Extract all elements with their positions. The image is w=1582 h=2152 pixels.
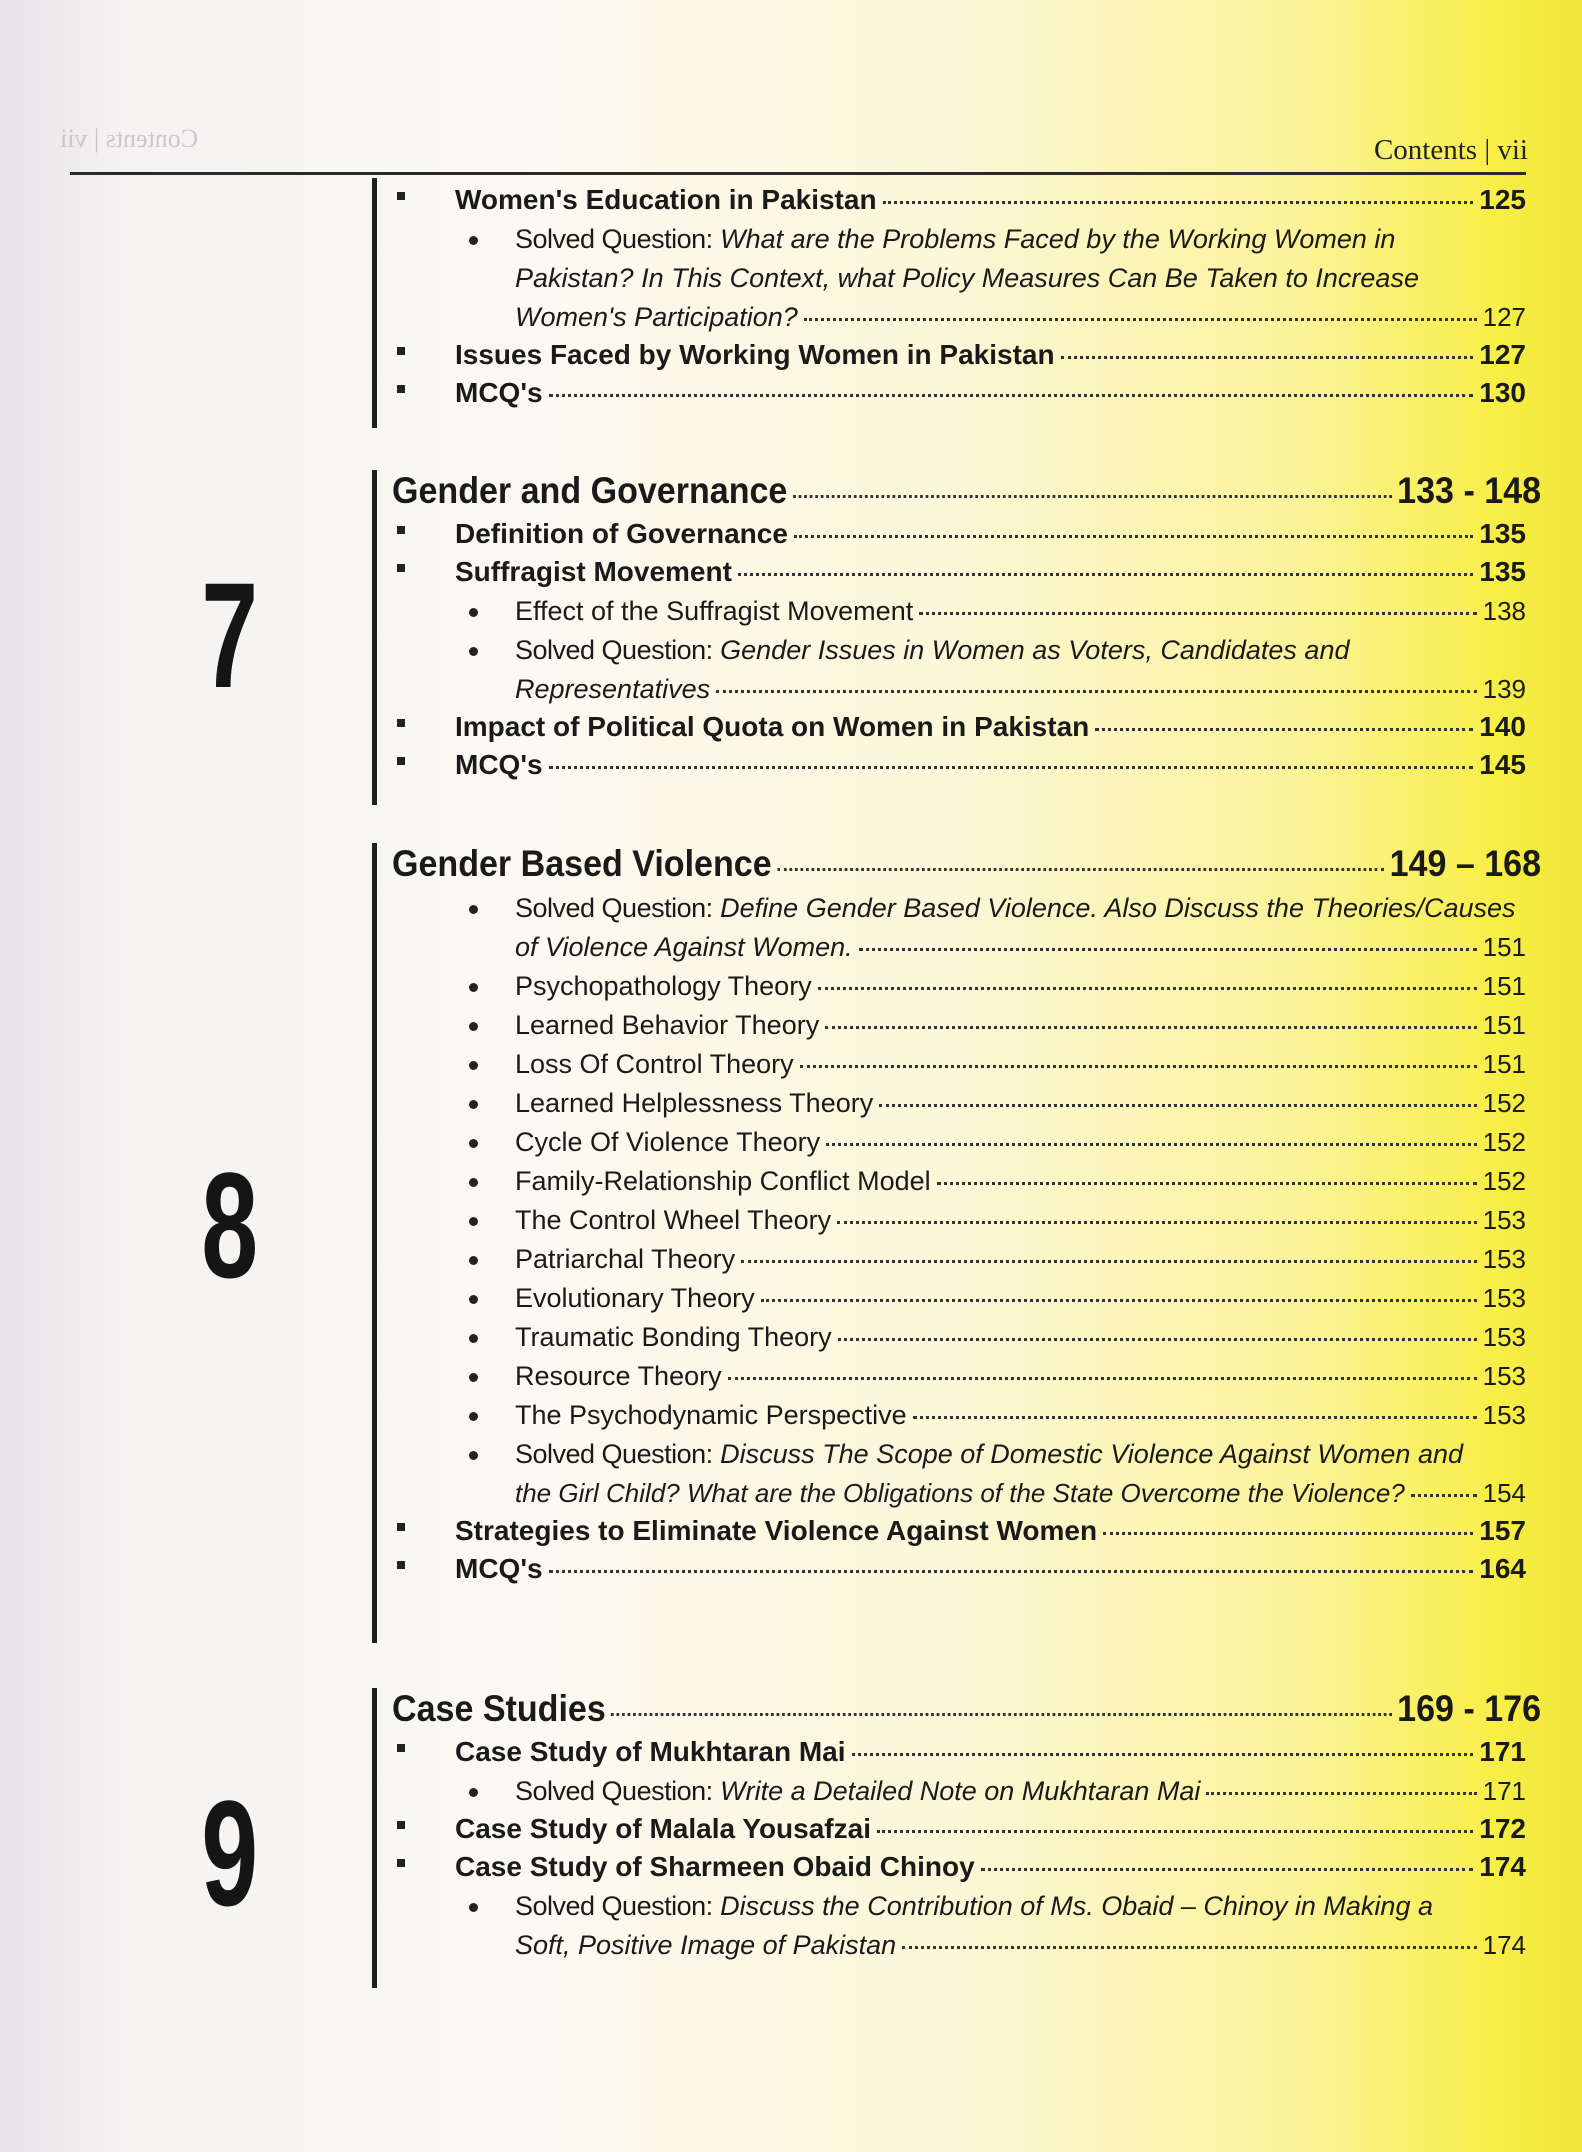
round-bullet-icon bbox=[469, 1412, 478, 1421]
dot-leader bbox=[1103, 1532, 1473, 1535]
question-line: Write a Detailed Note on Mukhtaran Mai bbox=[720, 1776, 1201, 1806]
page-number: 139 bbox=[1482, 674, 1526, 704]
entry-title: Case Study of Sharmeen Obaid Chinoy bbox=[455, 1851, 975, 1882]
chapter-number: 9 bbox=[201, 1769, 259, 1937]
page-number: 151 bbox=[1482, 932, 1526, 962]
dot-leader bbox=[826, 1143, 1476, 1146]
chapter-heading[interactable] bbox=[392, 1688, 1541, 1730]
square-bullet-icon bbox=[397, 1561, 405, 1569]
toc-entry[interactable] bbox=[377, 377, 1526, 409]
entry-title: Psychopathology Theory bbox=[515, 971, 812, 1001]
dot-leader bbox=[879, 1104, 1476, 1107]
dot-leader bbox=[549, 394, 1474, 397]
toc-subentry[interactable] bbox=[377, 971, 1526, 1002]
entry-title: Evolutionary Theory bbox=[515, 1283, 755, 1313]
toc-subentry[interactable] bbox=[377, 1283, 1526, 1314]
chapter-section bbox=[372, 470, 1542, 805]
square-bullet-icon bbox=[397, 526, 405, 534]
entry-title: MCQ's bbox=[455, 749, 543, 780]
chapter-page-range: 169 - 176 bbox=[1397, 1688, 1542, 1729]
page-number: 125 bbox=[1479, 184, 1526, 215]
entry-title: Issues Faced by Working Women in Pakistan bbox=[455, 339, 1055, 370]
chapter-title: Gender Based Violence bbox=[392, 843, 772, 884]
toc-subentry[interactable] bbox=[377, 635, 1526, 705]
chapter-heading[interactable] bbox=[392, 843, 1541, 885]
dot-leader bbox=[1095, 728, 1473, 731]
dot-leader bbox=[825, 1026, 1476, 1029]
entry-title: Definition of Governance bbox=[455, 518, 788, 549]
dot-leader bbox=[1206, 1792, 1476, 1795]
dot-leader bbox=[728, 1377, 1477, 1380]
dot-leader bbox=[549, 766, 1474, 769]
toc-subentry[interactable] bbox=[377, 1776, 1526, 1807]
dot-leader bbox=[852, 1753, 1474, 1756]
page-number: 135 bbox=[1479, 518, 1526, 549]
page-number: 152 bbox=[1482, 1166, 1526, 1196]
toc-entry[interactable] bbox=[377, 1515, 1526, 1547]
entry-title: The Control Wheel Theory bbox=[515, 1205, 832, 1235]
square-bullet-icon bbox=[397, 564, 405, 572]
dot-leader bbox=[793, 495, 1392, 498]
entry-title: Impact of Political Quota on Women in Pakistan bbox=[455, 711, 1090, 742]
header-rule bbox=[70, 172, 1526, 175]
dot-leader bbox=[800, 1065, 1477, 1068]
question-line: Discuss The Scope of Domestic Violence Against Women and bbox=[720, 1439, 1463, 1469]
toc-entry[interactable] bbox=[377, 184, 1526, 216]
round-bullet-icon bbox=[469, 1334, 478, 1343]
toc-subentry[interactable] bbox=[377, 1400, 1526, 1431]
toc-subentry[interactable] bbox=[377, 1891, 1526, 1961]
toc-subentry[interactable] bbox=[377, 1088, 1526, 1119]
page-number: 152 bbox=[1482, 1127, 1526, 1157]
toc-subentry[interactable] bbox=[377, 1127, 1526, 1158]
entry-title: Cycle Of Violence Theory bbox=[515, 1127, 821, 1157]
page-number: 154 bbox=[1482, 1478, 1526, 1508]
chapter-number: 7 bbox=[201, 551, 259, 719]
toc-subentry[interactable] bbox=[377, 1244, 1526, 1275]
question-line: Pakistan? In This Context, what Policy Measures Can Be Taken to Increase bbox=[515, 263, 1419, 293]
square-bullet-icon bbox=[397, 1859, 405, 1867]
page-number: 127 bbox=[1479, 339, 1526, 370]
toc-entry[interactable] bbox=[377, 749, 1526, 781]
question-line: of Violence Against Women. bbox=[515, 932, 853, 962]
toc-subentry[interactable] bbox=[377, 1205, 1526, 1236]
page-number: 153 bbox=[1482, 1322, 1526, 1352]
question-line: Soft, Positive Image of Pakistan bbox=[515, 1930, 897, 1960]
entry-title: Learned Helplessness Theory bbox=[515, 1088, 874, 1118]
round-bullet-icon bbox=[469, 1295, 478, 1304]
toc-subentry[interactable] bbox=[377, 1049, 1526, 1080]
square-bullet-icon bbox=[397, 385, 405, 393]
dot-leader bbox=[919, 612, 1476, 615]
chapter-heading[interactable] bbox=[392, 470, 1541, 512]
round-bullet-icon bbox=[469, 608, 478, 617]
page-number: 135 bbox=[1479, 556, 1526, 587]
toc-entry[interactable] bbox=[377, 1736, 1526, 1768]
dot-leader bbox=[716, 690, 1477, 693]
entry-title: Suffragist Movement bbox=[455, 556, 732, 587]
chapter-title: Case Studies bbox=[392, 1688, 606, 1729]
page-number: 174 bbox=[1482, 1930, 1526, 1960]
round-bullet-icon bbox=[469, 1788, 478, 1797]
square-bullet-icon bbox=[397, 347, 405, 355]
entry-title: MCQ's bbox=[455, 377, 543, 408]
round-bullet-icon bbox=[469, 1451, 478, 1460]
round-bullet-icon bbox=[469, 983, 478, 992]
page-number: 153 bbox=[1482, 1361, 1526, 1391]
chapter-title: Gender and Governance bbox=[392, 470, 788, 511]
dot-leader bbox=[883, 201, 1474, 204]
dot-leader bbox=[937, 1182, 1477, 1185]
toc-subentry[interactable] bbox=[377, 1010, 1526, 1041]
round-bullet-icon bbox=[469, 905, 478, 914]
dot-leader bbox=[741, 1260, 1477, 1263]
toc-subentry[interactable] bbox=[377, 596, 1526, 627]
toc-entry[interactable] bbox=[377, 1813, 1526, 1845]
solved-question-label: Solved Question: bbox=[515, 1891, 713, 1921]
page-number: 151 bbox=[1482, 971, 1526, 1001]
dot-leader bbox=[877, 1830, 1473, 1833]
dot-leader bbox=[818, 987, 1477, 990]
round-bullet-icon bbox=[469, 1061, 478, 1070]
dot-leader bbox=[611, 1713, 1391, 1716]
dot-leader bbox=[1411, 1494, 1477, 1497]
question-line: Define Gender Based Violence. Also Discuss the Theories/Causes bbox=[720, 893, 1516, 923]
dot-leader bbox=[913, 1416, 1477, 1419]
dot-leader bbox=[1061, 356, 1474, 359]
dot-leader bbox=[794, 535, 1473, 538]
solved-question-label: Solved Question: bbox=[515, 224, 713, 254]
dot-leader bbox=[902, 1946, 1476, 1949]
dot-leader bbox=[804, 318, 1477, 321]
round-bullet-icon bbox=[469, 236, 478, 245]
round-bullet-icon bbox=[469, 647, 478, 656]
square-bullet-icon bbox=[397, 1744, 405, 1752]
round-bullet-icon bbox=[469, 1139, 478, 1148]
toc-entry[interactable] bbox=[377, 711, 1526, 743]
entry-title: The Psychodynamic Perspective bbox=[515, 1400, 907, 1430]
entry-title: Women's Education in Pakistan bbox=[455, 184, 877, 215]
question-line: Representatives bbox=[515, 674, 711, 704]
toc-entry[interactable] bbox=[377, 1553, 1526, 1585]
solved-question-label: Solved Question: bbox=[515, 1439, 713, 1469]
page-number: 152 bbox=[1482, 1088, 1526, 1118]
dot-leader bbox=[837, 1221, 1476, 1224]
toc-entry[interactable] bbox=[377, 1851, 1526, 1883]
chapter-section bbox=[372, 843, 1542, 1643]
question-line: Discuss the Contribution of Ms. Obaid – Chinoy in Making a bbox=[720, 1891, 1433, 1921]
section-continued bbox=[372, 178, 1526, 428]
entry-title: Loss Of Control Theory bbox=[515, 1049, 794, 1079]
question-line: Women's Participation? bbox=[515, 302, 798, 332]
toc-subentry[interactable] bbox=[377, 1322, 1526, 1353]
page-number: 153 bbox=[1482, 1244, 1526, 1274]
question-line: the Girl Child? What are the Obligations of the State Overcome the Violence? bbox=[515, 1478, 1405, 1508]
page-number: 151 bbox=[1482, 1010, 1526, 1040]
dot-leader bbox=[981, 1868, 1474, 1871]
page-number: 151 bbox=[1482, 1049, 1526, 1079]
toc-subentry[interactable] bbox=[377, 1439, 1526, 1509]
page-number: 138 bbox=[1482, 596, 1526, 626]
round-bullet-icon bbox=[469, 1903, 478, 1912]
round-bullet-icon bbox=[469, 1217, 478, 1226]
page-number: 130 bbox=[1479, 377, 1526, 408]
page-number: 153 bbox=[1482, 1205, 1526, 1235]
page-number: 127 bbox=[1482, 302, 1526, 332]
square-bullet-icon bbox=[397, 1523, 405, 1531]
dot-leader bbox=[738, 573, 1473, 576]
dot-leader bbox=[549, 1570, 1474, 1573]
bleed-through-text: Contents | vii bbox=[60, 124, 199, 153]
page-number: 140 bbox=[1479, 711, 1526, 742]
toc-entry[interactable] bbox=[377, 339, 1526, 371]
page-number: 153 bbox=[1482, 1283, 1526, 1313]
chapter-section bbox=[372, 1688, 1542, 1988]
page-number: 145 bbox=[1479, 749, 1526, 780]
round-bullet-icon bbox=[469, 1373, 478, 1382]
entry-title: Traumatic Bonding Theory bbox=[515, 1322, 832, 1352]
entry-title: MCQ's bbox=[455, 1553, 543, 1584]
entry-title: Case Study of Malala Yousafzai bbox=[455, 1813, 871, 1844]
square-bullet-icon bbox=[397, 192, 405, 200]
dot-leader bbox=[761, 1299, 1477, 1302]
entry-title: Effect of the Suffragist Movement bbox=[515, 596, 914, 626]
toc-entry[interactable] bbox=[377, 556, 1526, 588]
page-number: 153 bbox=[1482, 1400, 1526, 1430]
chapter-page-range: 149 – 168 bbox=[1389, 843, 1542, 884]
entry-title: Strategies to Eliminate Violence Against Women bbox=[455, 1515, 1098, 1546]
dot-leader bbox=[838, 1338, 1477, 1341]
toc-subentry[interactable] bbox=[377, 1166, 1526, 1197]
running-head: Contents | vii bbox=[1373, 134, 1528, 166]
page-number: 174 bbox=[1479, 1851, 1526, 1882]
chapter-page-range: 133 - 148 bbox=[1397, 470, 1542, 511]
entry-title: Patriarchal Theory bbox=[515, 1244, 736, 1274]
round-bullet-icon bbox=[469, 1100, 478, 1109]
dot-leader bbox=[859, 948, 1477, 951]
toc-subentry[interactable] bbox=[377, 224, 1526, 333]
question-line: What are the Problems Faced by the Working Women in bbox=[720, 224, 1396, 254]
solved-question-label: Solved Question: bbox=[515, 1776, 713, 1806]
square-bullet-icon bbox=[397, 1821, 405, 1829]
entry-title: Family-Relationship Conflict Model bbox=[515, 1166, 931, 1196]
dot-leader bbox=[777, 868, 1384, 871]
toc-subentry[interactable] bbox=[377, 1361, 1526, 1392]
square-bullet-icon bbox=[397, 719, 405, 727]
round-bullet-icon bbox=[469, 1178, 478, 1187]
page-number: 171 bbox=[1482, 1776, 1526, 1806]
page-number: 172 bbox=[1479, 1813, 1526, 1844]
round-bullet-icon bbox=[469, 1022, 478, 1031]
toc-entry[interactable] bbox=[377, 518, 1526, 550]
question-line: Gender Issues in Women as Voters, Candidates and bbox=[720, 635, 1350, 665]
entry-title: Case Study of Mukhtaran Mai bbox=[455, 1736, 846, 1767]
toc-subentry[interactable] bbox=[377, 893, 1526, 963]
page-number: 157 bbox=[1479, 1515, 1526, 1546]
round-bullet-icon bbox=[469, 1256, 478, 1265]
entry-title: Resource Theory bbox=[515, 1361, 722, 1391]
entry-title: Learned Behavior Theory bbox=[515, 1010, 820, 1040]
chapter-number: 8 bbox=[201, 1141, 259, 1309]
square-bullet-icon bbox=[397, 757, 405, 765]
solved-question-label: Solved Question: bbox=[515, 893, 713, 923]
page-number: 164 bbox=[1479, 1553, 1526, 1584]
solved-question-label: Solved Question: bbox=[515, 635, 713, 665]
page-number: 171 bbox=[1479, 1736, 1526, 1767]
